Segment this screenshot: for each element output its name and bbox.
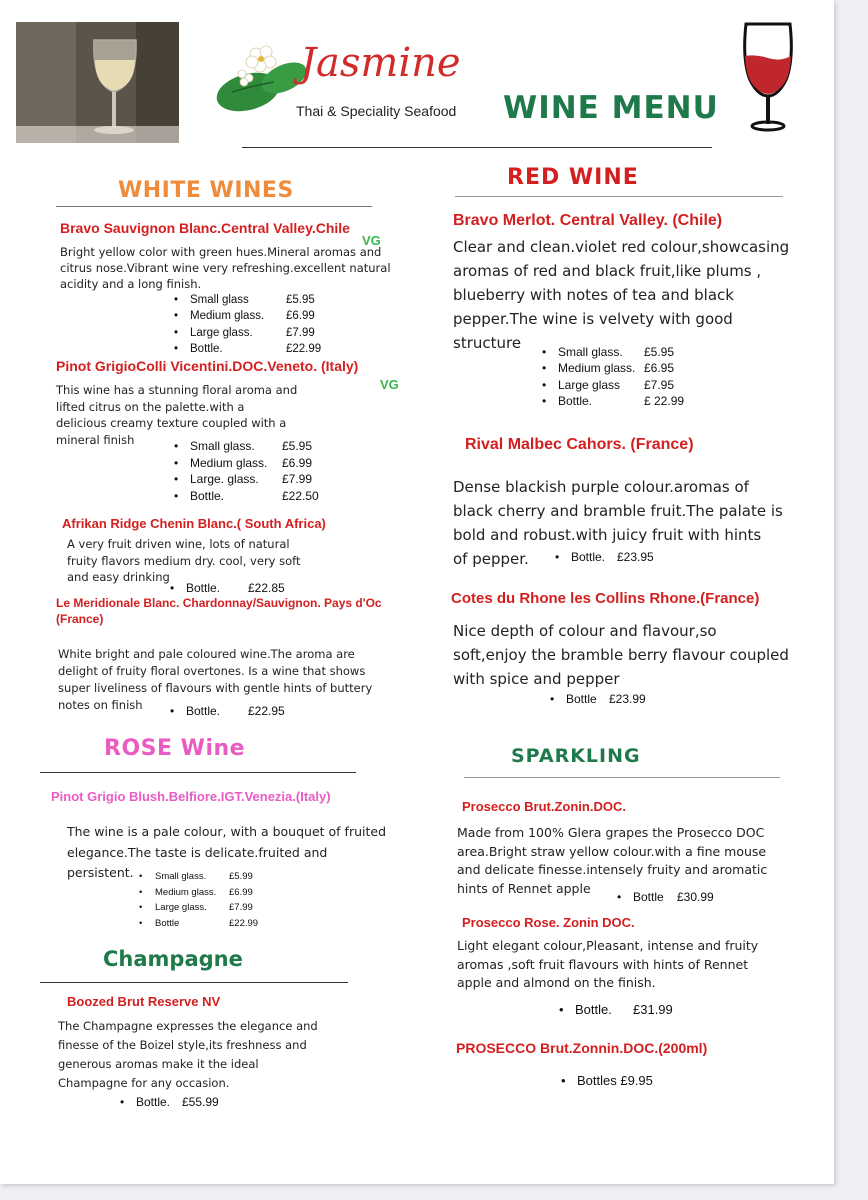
red-wine-glass-icon bbox=[740, 20, 796, 136]
price-row: • Large. glass. £7.99 bbox=[190, 471, 319, 488]
white-wine-glass-icon bbox=[16, 22, 179, 143]
price-row: • Large glass. £7.99 bbox=[155, 900, 258, 916]
red-wine-heading: RED WINE bbox=[507, 165, 639, 190]
price-row: • Medium glass. £6.95 bbox=[558, 360, 684, 376]
price-row: • Bottle £23.99 bbox=[566, 691, 646, 707]
item-title: Afrikan Ridge Chenin Blanc.( South Africa) bbox=[62, 516, 326, 531]
item-description: Light elegant colour,Pleasant, intense and fruity aromas ,soft fruit flavours with hints of Rennet apple and almond on the finish. bbox=[457, 938, 759, 990]
wine-glass-photo bbox=[16, 22, 179, 143]
price-row: • Small glass. £5.95 bbox=[190, 438, 319, 455]
item-title: Prosecco Rose. Zonin DOC. bbox=[462, 915, 635, 930]
page-title: WINE MENU bbox=[503, 90, 719, 126]
item-description: The wine is a pale colour, with a bouquet of fruited elegance.The taste is delicate.fruited and persistent. bbox=[67, 824, 387, 880]
price-list bbox=[186, 580, 285, 596]
price-list bbox=[577, 1072, 653, 1090]
price-list bbox=[633, 889, 714, 905]
sparkling-divider bbox=[464, 777, 780, 778]
item-description: This wine has a stunning floral aroma and lifted citrus on the palette.with a delicious creamy texture coupled with a mineral finish bbox=[56, 383, 298, 447]
item-description: A very fruit driven wine, lots of natural fruity flavors medium dry. cool, very soft and easy drinking bbox=[67, 537, 301, 584]
item-title: Boozed Brut Reserve NV bbox=[67, 994, 221, 1009]
price-row: • Bottle. £22.99 bbox=[190, 341, 321, 357]
price-list bbox=[190, 292, 321, 357]
header-divider bbox=[242, 147, 712, 148]
item-description: Made from 100% Glera grapes the Prosecco DOC area.Bright straw yellow colour.with a fine mouse and delicate finesse.intensely fruity and aromatic hints of Rennet apple bbox=[457, 825, 768, 896]
item-title: Bravo Merlot. Central Valley. (Chile) bbox=[453, 212, 723, 229]
item-description: Nice depth of colour and flavour,so soft,enjoy the bramble berry flavour coupled with spice and pepper bbox=[453, 622, 789, 688]
price-row: • Bottle. £22.85 bbox=[186, 580, 285, 596]
price-row: • Small glass. £5.95 bbox=[558, 344, 684, 360]
price-list bbox=[186, 703, 285, 719]
item-title: Rival Malbec Cahors. (France) bbox=[465, 436, 694, 453]
item-title: Cotes du Rhone les Collins Rhone.(France) bbox=[451, 590, 760, 607]
price-row: • Large glass. £7.99 bbox=[190, 325, 321, 341]
item-description: Dense blackish purple colour.aromas of black cherry and bramble fruit.The palate is bold and robust.with juicy fruit with hints of pepper. bbox=[453, 478, 783, 568]
price-row: • Medium glass. £6.99 bbox=[190, 455, 319, 472]
price-row: • Medium glass. £6.99 bbox=[190, 308, 321, 324]
item-title: Le Meridionale Blanc. Chardonnay/Sauvignon. Pays d'Oc (France) bbox=[56, 596, 382, 626]
price-list bbox=[136, 1094, 219, 1110]
item-title: Pinot Grigio Blush.Belfiore.IGT.Venezia.(Italy) bbox=[51, 789, 331, 804]
white-wines-divider bbox=[56, 206, 372, 207]
price-row: • Bottle. £23.95 bbox=[571, 549, 654, 565]
champagne-heading: Champagne bbox=[103, 947, 243, 971]
price-row: • Small glass. £5.99 bbox=[155, 869, 258, 885]
item-description: White bright and pale coloured wine.The aroma are delight of fruity floral overtones. Is a wine that shows super liveliness of flavours with gentle hints of buttery notes on finish bbox=[58, 647, 373, 712]
price-row: • Bottle £30.99 bbox=[633, 889, 714, 905]
item-title: Bravo Sauvignon Blanc.Central Valley.Chile bbox=[60, 220, 350, 236]
item-description: Bright yellow color with green hues.Mineral aromas and citrus nose.Vibrant wine very refreshing.excellent natural acidity and a long finish. bbox=[60, 245, 391, 291]
price-row: • Bottles £9.95 bbox=[577, 1072, 653, 1090]
price-list bbox=[575, 1001, 673, 1019]
rose-divider bbox=[40, 772, 356, 773]
item-title: Prosecco Brut.Zonin.DOC. bbox=[462, 799, 626, 814]
white-wines-heading: WHITE WINES bbox=[118, 178, 294, 203]
price-row: • Bottle. £22.95 bbox=[186, 703, 285, 719]
price-list bbox=[571, 549, 654, 565]
price-list bbox=[558, 344, 684, 409]
vegan-badge: VG bbox=[362, 233, 381, 248]
price-row: • Bottle. £22.50 bbox=[190, 488, 319, 505]
price-row: • Large glass £7.95 bbox=[558, 377, 684, 393]
champagne-divider bbox=[40, 982, 348, 983]
item-title: Pinot GrigioColli Vicentini.DOC.Veneto. (Italy) bbox=[56, 358, 359, 374]
price-row: • Small glass £5.95 bbox=[190, 292, 321, 308]
logo-subtitle: Thai & Speciality Seafood bbox=[296, 103, 457, 119]
price-list bbox=[566, 691, 646, 707]
price-row: • Medium glass. £6.99 bbox=[155, 885, 258, 901]
price-list bbox=[190, 438, 319, 504]
rose-heading: ROSE Wine bbox=[104, 736, 246, 761]
price-list bbox=[155, 869, 258, 931]
vegan-badge: VG bbox=[380, 377, 399, 392]
item-description: Clear and clean.violet red colour,showcasing aromas of red and black fruit,like plums , blueberry with notes of tea and black pepper.The wine is velvety with good structure bbox=[453, 238, 790, 352]
red-wine-divider bbox=[455, 196, 783, 197]
sparkling-heading: SPARKLING bbox=[511, 745, 641, 767]
item-title: PROSECCO Brut.Zonnin.DOC.(200ml) bbox=[456, 1040, 708, 1056]
price-row: • Bottle. £31.99 bbox=[575, 1001, 673, 1019]
price-row: • Bottle. £55.99 bbox=[136, 1094, 219, 1110]
logo-name: Jasmine bbox=[300, 40, 461, 86]
price-row: • Bottle. £ 22.99 bbox=[558, 393, 684, 409]
item-description: The Champagne expresses the elegance and finesse of the Boizel style,its freshness and generous aromas make it the ideal Champagne for any occasion. bbox=[58, 1019, 318, 1090]
price-row: • Bottle £22.99 bbox=[155, 916, 258, 932]
